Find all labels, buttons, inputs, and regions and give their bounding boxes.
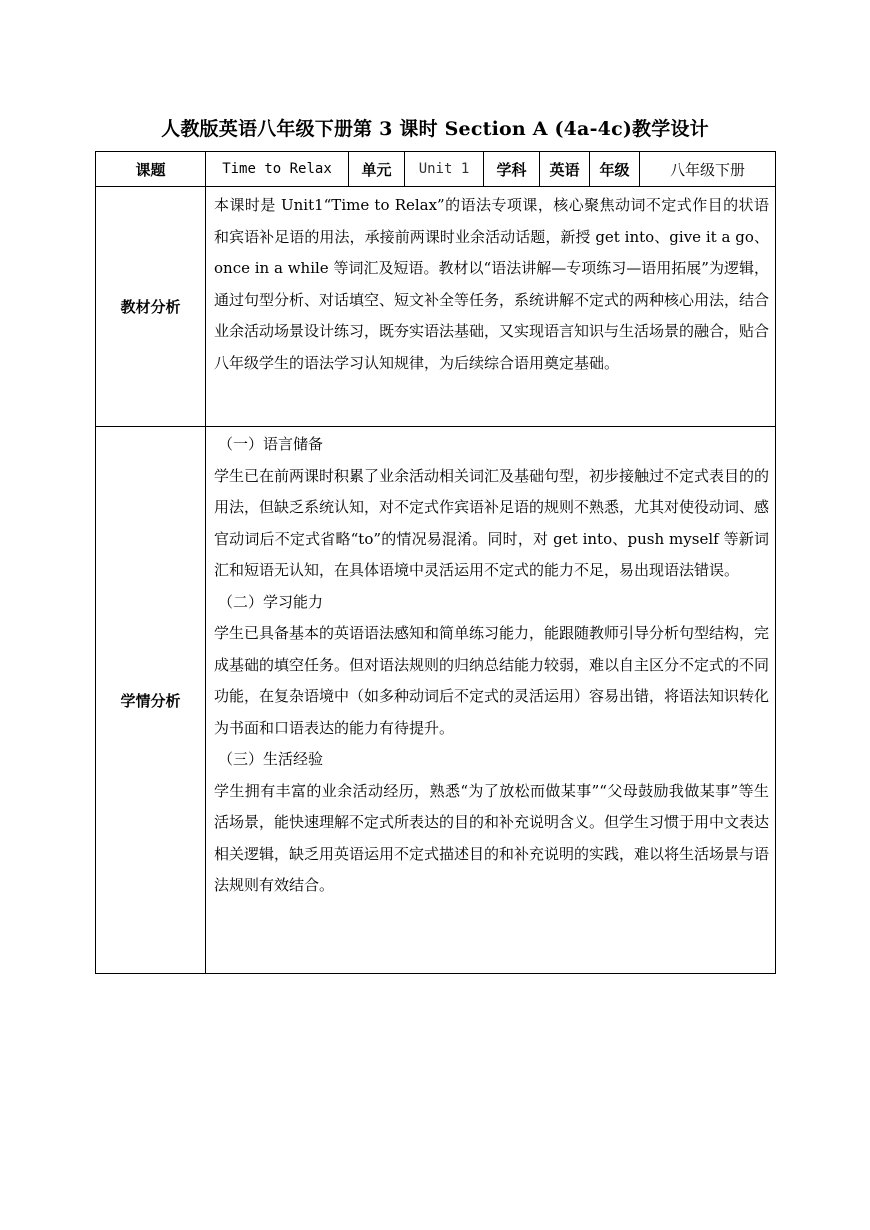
student-analysis-row [96,427,776,974]
section-heading-ability: （二）学习能力 [218,592,324,611]
textbook-analysis-content [206,187,776,427]
topic-label: 课题 [96,152,206,187]
section-heading-language: （一）语言储备 [218,435,324,453]
unit-label: 单元 [349,152,405,187]
student-analysis-content [206,427,776,974]
textbook-analysis-text: 本课时是 Unit1“Time to Relax”的语法专项课，核心聚焦动词不定式作目的状语和宾语补足语的用法，承接前两课时业余活动话题，新授 get into、give it a go、once in a while 等词汇及短语。教材以“语法讲解—专项练习—语用拓展”为逻辑，通过句型分析、对话填空、短文补全等任务，系统讲解不定式的两种核心用法，结合业余活动场景设计练习，既夯实语法基础，又实现语言知识与生活场景的融合，贴合八年级学生的语法学习认知规律，为后续综合语用奠定基础。 [214,196,770,372]
grade-label: 年级 [590,152,640,187]
section-text-experience: 学生拥有丰富的业余活动经历，熟悉“为了放松而做某事”“父母鼓励我做某事”等生活场景，能快速理解不定式所表达的目的和补充说明含义。但学生习惯于用中文表达相关逻辑，缺乏用英语运用不定式描述目的和补充说明的实践，难以将生活场景与语法规则有效结合。 [214,781,770,894]
student-analysis-label: 学情分析 [96,427,206,974]
topic-value: Time to Relax [206,152,349,187]
unit-value: Unit 1 [405,152,484,187]
textbook-analysis-row [96,187,776,427]
textbook-analysis-label: 教材分析 [96,187,206,427]
subject-value: 英语 [540,152,590,187]
section-text-language: 学生已在前两课时积累了业余活动相关词汇及基础句型，初步接触过不定式表目的的用法，但缺乏系统认知，对不定式作宾语补足语的规则不熟悉，尤其对使役动词、感官动词后不定式省略“to”的情况易混淆。同时，对 get into、push myself 等新词汇和短语无认知，在具体语境中灵活运用不定式的能力不足，易出现语法错误。 [214,466,770,579]
section-text-ability: 学生已具备基本的英语语法感知和简单练习能力，能跟随教师引导分析句型结构，完成基础的填空任务。但对语法规则的归纳总结能力较弱，难以自主区分不定式的不同功能，在复杂语境中（如多种动词后不定式的灵活运用）容易出错，将语法知识转化为书面和口语表达的能力有待提升。 [214,624,770,737]
subject-label: 学科 [484,152,540,187]
lesson-plan-table [95,151,776,974]
header-row [96,152,776,187]
section-heading-experience: （三）生活经验 [218,750,324,768]
grade-value: 八年级下册 [640,152,776,187]
document-title: 人教版英语八年级下册第 3 课时 Section A (4a-4c)教学设计 [161,118,709,140]
